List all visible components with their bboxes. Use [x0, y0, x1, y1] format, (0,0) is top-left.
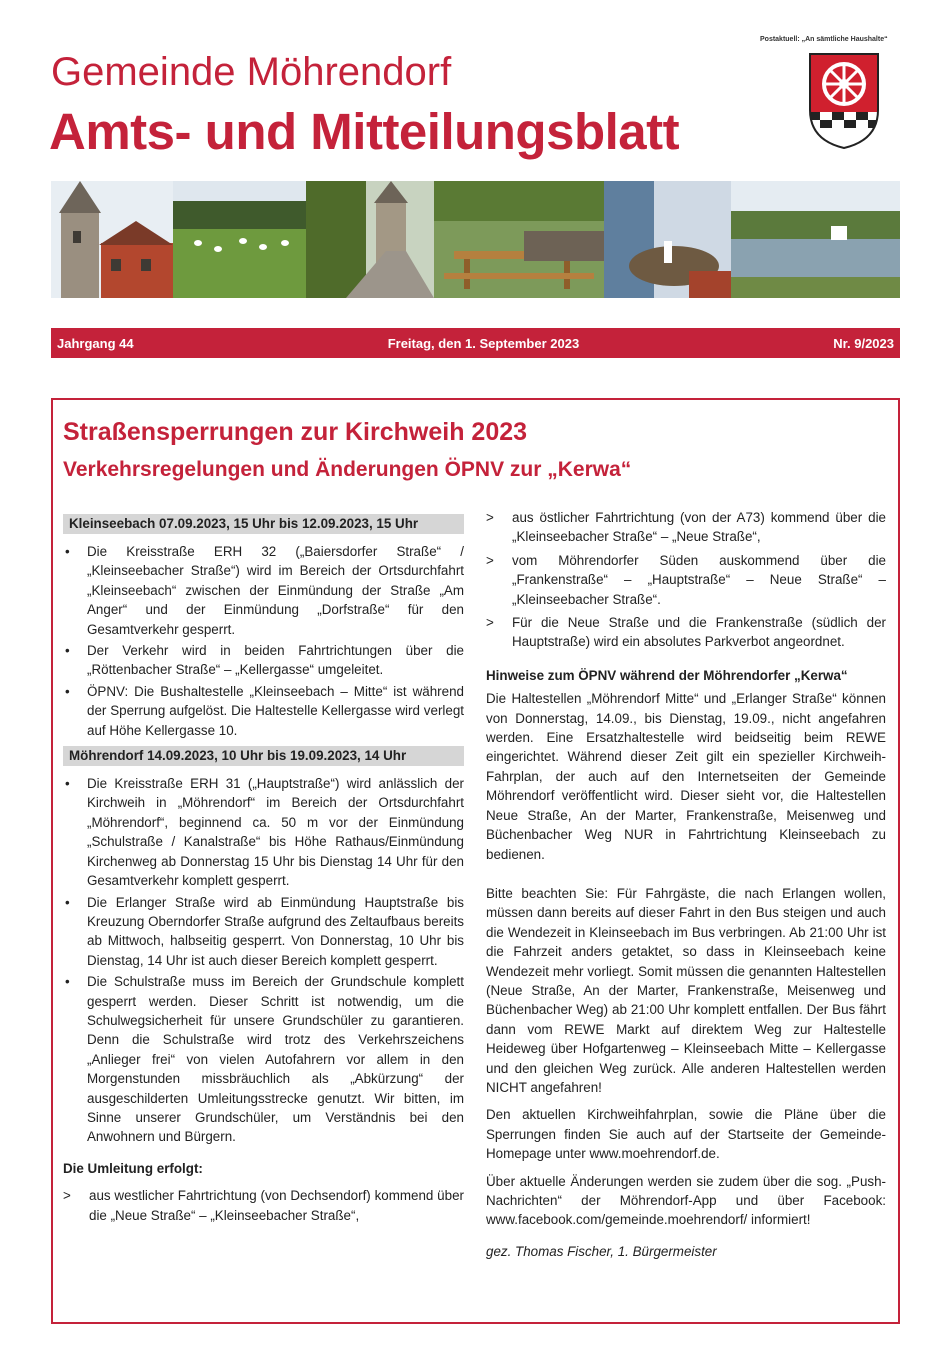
postal-note: Postaktuell: „An sämtliche Haushalte“ — [760, 36, 888, 43]
oepnv-paragraph-2: Bitte beachten Sie: Für Fahrgäste, die nach Erlangen wollen, müssen dann bereits auf dieser Fahrt in den Bus steigen und auch die Wendezeit in Kleinseebach im Bus verbringen. Ab 21:00 Uhr ist die Fahrzeit anders getaktet, so dass in Kleinseebach keine Wendezeit mehr vorliegt. Somit müssen die genannten Haltestellen (Neue Straße, An der Marter, Frankenstraße, Meisenweg und Büchenbacher Weg) ab 21:00 Uhr komplett entfallen. Der Bus fährt dann vom REWE Markt auf direktem Weg zur Haltestelle Heideweg über Hofgartenweg – Kleinseebach Mitte – Kellergasse und den gleichen Weg zurück. Alle anderen Haltestellen werden NICHT angefahren! — [486, 885, 886, 1095]
masthead-title: Amts- und Mitteilungsblatt — [49, 103, 680, 160]
moehrendorf-list — [63, 774, 464, 1147]
article-subheadline: Verkehrsregelungen und Änderungen ÖPNV zur „Kerwa“ — [63, 458, 632, 481]
left-column — [63, 514, 464, 1229]
signature: gez. Thomas Fischer, 1. Bürgermeister — [486, 1243, 717, 1259]
section-title-kleinseebach: Kleinseebach 07.09.2023, 15 Uhr bis 12.09.2023, 15 Uhr — [63, 514, 464, 534]
section-title-moehrendorf: Möhrendorf 14.09.2023, 10 Uhr bis 19.09.2023, 14 Uhr — [63, 746, 464, 766]
detour-heading: Die Umleitung erfolgt: — [63, 1160, 203, 1176]
issue-info-bar — [51, 328, 900, 358]
oepnv-paragraph-1: Die Haltestellen „Möhrendorf Mitte“ und „Erlanger Straße“ können von Donnerstag, 14.09., bis Dienstag, 19.09., nicht angefahren werden. Eine Ersatzhaltestelle wird beidseitig beim REWE eingerichtet. Während dieser Zeit gilt ein spezieller Kirchweih-Fahrplan, der auch auf den Internetseiten der Gemeinde Möhrendorf veröffentlicht wird. Dieser sieht vor, die Haltestellen Neue Straße, An der Marter, Frankenstraße, Meisenweg und Büchenbacher Weg NUR in Fahrtrichtung Kleinseebach zu bedienen. — [486, 691, 886, 862]
list-item: • Die Kreisstraße ERH 31 („Hauptstraße“) wird anlässlich der Kirchweih in „Möhrendorf“ im Bereich der Ortsdurchfahrt „Möhrendorf“, beginnend ca. 50 m vor der Einmündung „Schulstraße / Kanalstraße“ bis Höhe Rathaus/Einmündung Kirchenweg ab Donnerstag 15 Uhr bis Dienstag 14 Uhr für den Gesamtverkehr komplett gesperrt. — [63, 774, 464, 890]
oepnv-paragraph-4: Über aktuelle Änderungen werden sie zudem über die sog. „Push-Nachrichten“ der Möhrendorf-App und über Facebook: www.facebook.com/gemeinde.moehrendorf/ informiert! — [486, 1173, 886, 1228]
detour-list-right — [486, 508, 886, 652]
photo-beer-garden — [434, 181, 604, 298]
photo-church-tower — [51, 181, 173, 298]
list-item: > vom Möhrendorfer Süden auskommend über die „Frankenstraße“ – „Hauptstraße“ – Neue Straße“ – „Kleinseebacher Straße“. — [486, 551, 886, 609]
oepnv-paragraph-3: Den aktuellen Kirchweihfahrplan, sowie die Pläne über die Sperrungen finden Sie auch auf der Startseite der Gemeinde-Homepage unter www.moehrendorf.de. — [486, 1107, 886, 1162]
photo-stork-nest — [604, 181, 731, 298]
list-item: > Für die Neue Straße und die Frankenstraße (südlich der Hauptstraße) wird ein absolutes Parkverbot angeordnet. — [486, 613, 886, 652]
list-item: > aus westlicher Fahrtrichtung (von Dechsendorf) kommend über die „Neue Straße“ – „Kleinseebacher Straße“, — [63, 1186, 464, 1225]
list-item: • Die Erlanger Straße wird ab Einmündung Hauptstraße bis Kreuzung Oberndorfer Straße aufgrund des Zeltaufbaus bereits ab Mittwoch, halbseitig gesperrt. Von Donnerstag, 10 Uhr bis Dienstag, 14 Uhr ist auch dieser Bereich komplett gesperrt. — [63, 893, 464, 971]
list-item: • ÖPNV: Die Bushaltestelle „Kleinseebach – Mitte“ ist während der Sperrung aufgelöst. Die Haltestelle Kellergasse wird verlegt auf Höhe Kellergasse 10. — [63, 682, 464, 740]
right-column — [486, 508, 886, 1269]
photo-strip — [51, 181, 900, 298]
list-item: > aus östlicher Fahrtrichtung (von der A73) kommend über die „Kleinseebacher Straße“ – „Neue Straße“, — [486, 508, 886, 547]
masthead-municipality: Gemeinde Möhrendorf — [51, 50, 452, 94]
article-headline: Straßensperrungen zur Kirchweih 2023 — [63, 418, 528, 446]
coat-of-arms-icon — [808, 52, 880, 150]
issue-number: Nr. 9/2023 — [833, 335, 894, 351]
volume-label: Jahrgang 44 — [57, 335, 134, 351]
detour-list-left — [63, 1186, 464, 1225]
photo-meadow-storks — [173, 181, 306, 298]
list-item: • Der Verkehr wird in beiden Fahrtrichtungen über die „Röttenbacher Straße“ – „Kellergasse“ umgeleitet. — [63, 641, 464, 680]
oepnv-heading: Hinweise zum ÖPNV während der Möhrendorfer „Kerwa“ — [486, 667, 848, 683]
list-item: • Die Kreisstraße ERH 32 („Baiersdorfer Straße“ / „Kleinseebacher Straße“) wird im Bereich der Ortsdurchfahrt „Kleinseebach“ zwischen der Einmündung der Straße „Am Anger“ und der Einmündung „Dorfstraße“ für den Gesamtverkehr gesperrt. — [63, 542, 464, 639]
photo-pond — [731, 181, 900, 298]
issue-date: Freitag, den 1. September 2023 — [387, 335, 580, 351]
list-item: • Die Schulstraße muss im Bereich der Grundschule komplett gesperrt werden. Dieser Schritt ist notwendig, um die Schulwegsicherheit für unsere Grundschüler zu garantieren. Denn die Schulstraße wird trotz des Verkehrszeichens „Anlieger frei“ von vielen Autofahrern vor allem in den Morgenstunden missbräuchlich als „Abkürzung“ der ausgeschilderten Umleitungsstrecke genutzt. Wir bitten, im Sinne unserer Grundschüler, um Verständnis bei den Anwohnern und Bürgern. — [63, 972, 464, 1147]
photo-village-street — [306, 181, 434, 298]
kleinseebach-list — [63, 542, 464, 740]
